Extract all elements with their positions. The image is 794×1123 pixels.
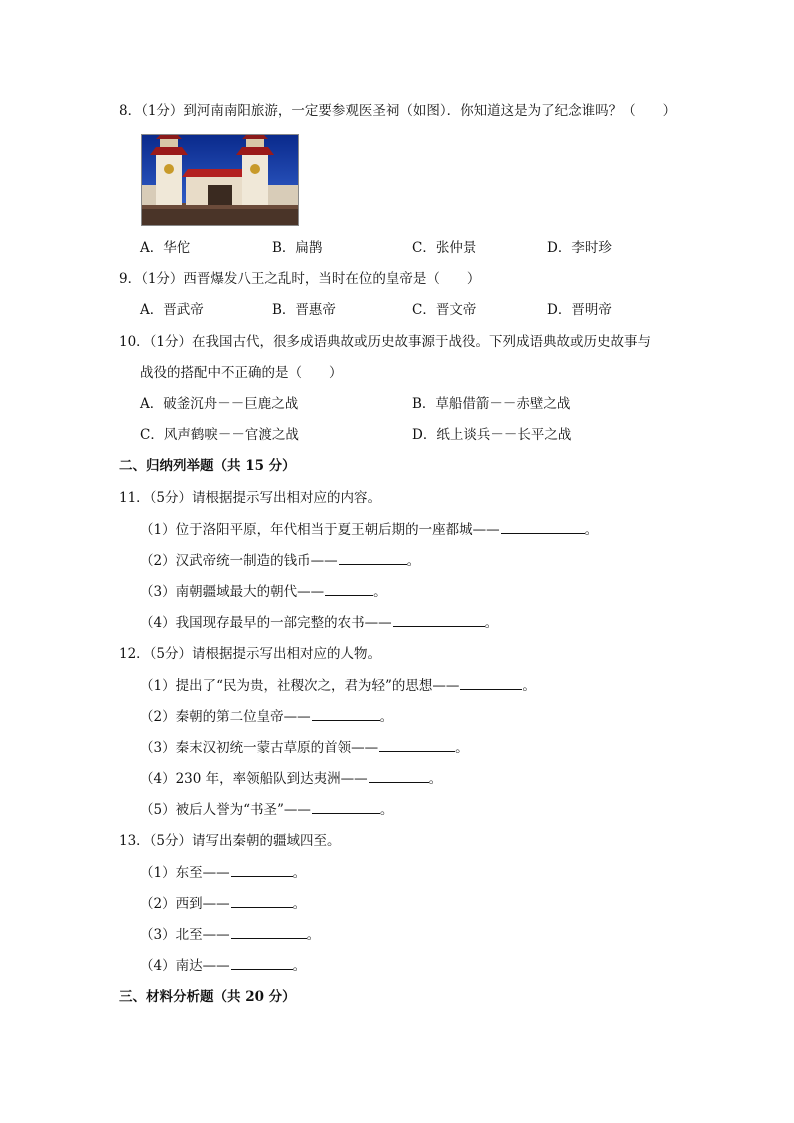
end-mark: 。 <box>428 771 443 787</box>
q10-option-d[interactable]: D．纸上谈兵－－长平之战 <box>412 427 572 443</box>
q11-item-1-blank[interactable] <box>501 520 585 534</box>
q12-item-1-blank[interactable] <box>460 676 522 690</box>
end-mark: 。 <box>379 709 394 725</box>
q12-item-1 <box>140 676 536 695</box>
q12-item-1-text: （1）提出了“民为贵，社稷次之，君为轻”的思想—— <box>140 678 460 694</box>
q9-option-a[interactable]: A．晋武帝 <box>140 302 204 318</box>
end-mark: 。 <box>373 584 387 600</box>
q9-option-b[interactable]: B．晋惠帝 <box>272 302 336 318</box>
q8-option-d[interactable]: D．李时珍 <box>547 240 612 256</box>
shrine-photo-graphic <box>142 135 298 225</box>
q13-item-1 <box>140 863 306 882</box>
question-10-stem-line1: 10．（1分）在我国古代，很多成语典故或历史故事源于战役。下列成语典故或历史故事与 <box>119 334 652 350</box>
end-mark: 。 <box>292 865 307 881</box>
end-mark: 。 <box>306 927 321 943</box>
q12-item-2-blank[interactable] <box>312 707 380 721</box>
q12-item-4 <box>140 769 442 788</box>
q12-item-3 <box>140 738 469 757</box>
q11-item-2-blank[interactable] <box>339 551 407 565</box>
q12-item-3-text: （3）秦末汉初统一蒙古草原的首领—— <box>140 740 379 756</box>
end-mark: 。 <box>584 522 599 538</box>
q12-item-4-blank[interactable] <box>369 769 429 783</box>
q13-item-4 <box>140 956 306 975</box>
q12-item-5-blank[interactable] <box>312 800 380 814</box>
question-8-stem: 8．（1分）到河南南阳旅游，一定要参观医圣祠（如图）．你知道这是为了纪念谁吗？（ ） <box>119 103 677 119</box>
q13-item-1-text: （1）东至—— <box>140 865 230 881</box>
q11-item-4 <box>140 613 498 632</box>
end-mark: 。 <box>292 896 307 912</box>
section-2-title: 二、归纳列举题（共 15 分） <box>119 458 296 474</box>
q11-item-1-text: （1）位于洛阳平原，年代相当于夏王朝后期的一座都城—— <box>140 522 500 538</box>
q13-item-2 <box>140 894 306 913</box>
q11-item-3-blank[interactable] <box>325 582 373 596</box>
q13-item-2-blank[interactable] <box>231 894 293 908</box>
q10-option-b[interactable]: B．草船借箭－－赤壁之战 <box>412 396 571 412</box>
question-9-stem: 9．（1分）西晋爆发八王之乱时，当时在位的皇帝是（ ） <box>119 271 481 287</box>
q13-item-3 <box>140 925 320 944</box>
q8-option-c[interactable]: C．张仲景 <box>412 240 477 256</box>
q13-item-4-text: （4）南达—— <box>140 958 230 974</box>
q9-option-d[interactable]: D．晋明帝 <box>547 302 612 318</box>
end-mark: 。 <box>406 553 421 569</box>
q11-item-2 <box>140 551 420 570</box>
q13-item-3-blank[interactable] <box>231 925 307 939</box>
q11-item-4-text: （4）我国现存最早的一部完整的农书—— <box>140 615 392 631</box>
q11-item-2-text: （2）汉武帝统一制造的钱币—— <box>140 553 338 569</box>
q13-item-1-blank[interactable] <box>231 863 293 877</box>
q11-item-3-text: （3）南朝疆域最大的朝代—— <box>140 584 325 600</box>
q12-item-2 <box>140 707 393 726</box>
shrine-photo <box>141 134 299 226</box>
q12-item-2-text: （2）秦朝的第二位皇帝—— <box>140 709 311 725</box>
end-mark: 。 <box>455 740 469 756</box>
q9-option-c[interactable]: C．晋文帝 <box>412 302 477 318</box>
q13-item-3-text: （3）北至—— <box>140 927 230 943</box>
end-mark: 。 <box>379 802 394 818</box>
question-12-stem: 12．（5分）请根据提示写出相对应的人物。 <box>119 646 382 662</box>
q13-item-4-blank[interactable] <box>231 956 293 970</box>
q12-item-3-blank[interactable] <box>379 738 455 752</box>
q10-option-a[interactable]: A．破釜沉舟－－巨鹿之战 <box>140 396 299 412</box>
question-10-stem-line2: 战役的搭配中不正确的是（ ） <box>140 365 343 381</box>
q13-item-2-text: （2）西到—— <box>140 896 230 912</box>
q11-item-1 <box>140 520 598 539</box>
end-mark: 。 <box>484 615 499 631</box>
end-mark: 。 <box>292 958 307 974</box>
question-11-stem: 11．（5分）请根据提示写出相对应的内容。 <box>119 490 382 506</box>
section-3-title: 三、材料分析题（共 20 分） <box>119 989 296 1005</box>
q11-item-3 <box>140 582 387 601</box>
q10-option-c[interactable]: C．风声鹤唳－－官渡之战 <box>140 427 299 443</box>
q12-item-4-text: （4）230 年，率领船队到达夷洲—— <box>140 771 368 787</box>
question-13-stem: 13．（5分）请写出秦朝的疆域四至。 <box>119 833 341 849</box>
q12-item-5-text: （5）被后人誉为“书圣”—— <box>140 802 311 818</box>
q8-option-b[interactable]: B．扁鹊 <box>272 240 323 256</box>
q12-item-5 <box>140 800 393 819</box>
q11-item-4-blank[interactable] <box>393 613 485 627</box>
q8-option-a[interactable]: A．华佗 <box>140 240 191 256</box>
end-mark: 。 <box>522 678 536 694</box>
